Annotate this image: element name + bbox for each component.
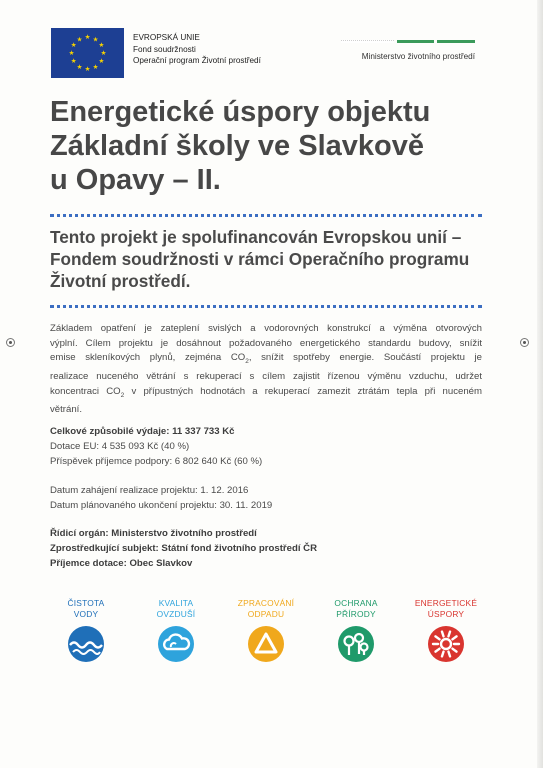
eu-star-icon: ★ [84,66,91,74]
eu-star-icon: ★ [70,58,77,66]
recipient: Příjemce dotace: Obec Slavkov [50,558,193,569]
sun-icon [427,625,465,663]
title-line-1: Energetické úspory objektu [50,96,431,128]
sun-ray [442,652,444,657]
water-drop-icon [67,625,105,663]
eu-star-icon: ★ [92,36,99,44]
subtitle-line-3: Životní prostředí. [50,271,191,291]
eu-star-icon: ★ [76,36,83,44]
body-line-5: koncentraci $CO_2$ v přípustných hodnotách a rekuperací zamezit ztrátám tepla při nuceném [50,385,482,399]
cloud-icon [157,625,195,663]
title-line-2: Základní školy ve Slavkově [50,130,424,162]
body-line-1: Základem opatření je zateplení svislých a vodorovných konstrukcí a výměna otvorových [50,323,482,334]
icon-nature [316,598,396,663]
sun-ray [448,652,450,657]
dates-block [50,483,490,513]
eu-star-icon: ★ [84,34,91,42]
sun-ray [442,632,444,637]
total-costs: Celkové způsobilé výdaje: 11 337 733 Kč [50,426,235,437]
sun-ray [448,632,450,637]
eu-line-3: Operační program Životní prostředí [133,56,261,65]
registration-mark-right [520,338,529,347]
page-edge [537,0,543,768]
icon-water-label: ČISTOTA VODY [67,598,105,619]
eu-text-block [133,32,261,67]
project-description [50,322,482,418]
costs-block [50,424,490,469]
icon-waste [226,598,306,663]
eu-star-icon: ★ [98,42,105,50]
priority-icons [50,598,495,668]
subtitle-line-1: Tento projekt je spolufinancován Evropskou unií – [50,227,462,247]
start-date: Datum zahájení realizace projektu: 1. 12. 2016 [50,485,249,496]
dotted-divider-top [50,214,482,217]
funding-statement [50,226,490,292]
registration-mark-left [6,338,15,347]
eu-line-2: Fond soudržnosti [133,44,196,54]
icon-energy [406,598,486,663]
icon-nature-label: OCHRANA PŘÍRODY [334,598,378,619]
body-line-6: větrání. [50,404,82,416]
icon-waste-label: ZPRACOVÁNÍ ODPADU [237,598,295,619]
intermediate-body: Zprostředkující subjekt: Státní fond životního prostředí ČR [50,543,318,554]
recycle-triangle-icon [247,625,285,663]
icon-energy-label: ENERGETICKÉ ÚSPORY [414,598,478,619]
icon-air-label: KVALITA OVZDUŠÍ [156,598,196,619]
eu-star-icon: ★ [68,50,75,58]
body-line-4: realizace nuceného větrání s rekuperací s cílem zajistit řízenou výměnu vzduchu, udržet [50,371,482,383]
subtitle-line-2: Fondem soudržnosti v rámci Operačního programu [50,249,470,269]
page-title [50,95,490,197]
ministry-label: Ministerstvo životního prostředí [361,52,475,61]
body-line-2: výplní. Cílem projektu je dosáhnout požadovaného energetického standardu budovy, snížit [50,337,482,349]
ministry-bars [341,40,475,43]
body-line-3: emise skleníkových plynů, zejména $CO_2$, snížit spotřeby energie. Součástí projektu je [50,352,482,366]
managing-authority: Řídicí orgán: Ministerstvo životního prostředí [50,528,257,539]
title-line-3: u Opavy – II. [50,164,221,196]
eu-grant: Dotace EU: 4 535 093 Kč (40 %) [50,441,190,452]
bodies-block [50,526,490,571]
icon-air [136,598,216,663]
nature-icon [337,625,375,663]
eu-star-icon: ★ [100,50,107,58]
own-contribution: Příspěvek příjemce podpory: 6 802 640 Kč (60 %) [50,456,263,467]
eu-line-1: EVROPSKÁ UNIE [133,33,200,42]
eu-star-icon: ★ [76,64,83,72]
end-date: Datum plánovaného ukončení projektu: 30. 11. 2019 [50,500,273,511]
eu-star-icon: ★ [98,58,105,66]
eu-flag-logo [51,28,124,78]
eu-star-icon: ★ [70,42,77,50]
eu-star-icon: ★ [92,64,99,72]
dotted-divider-bottom [50,305,482,308]
icon-water [46,598,126,663]
ministry-logo [341,40,475,61]
